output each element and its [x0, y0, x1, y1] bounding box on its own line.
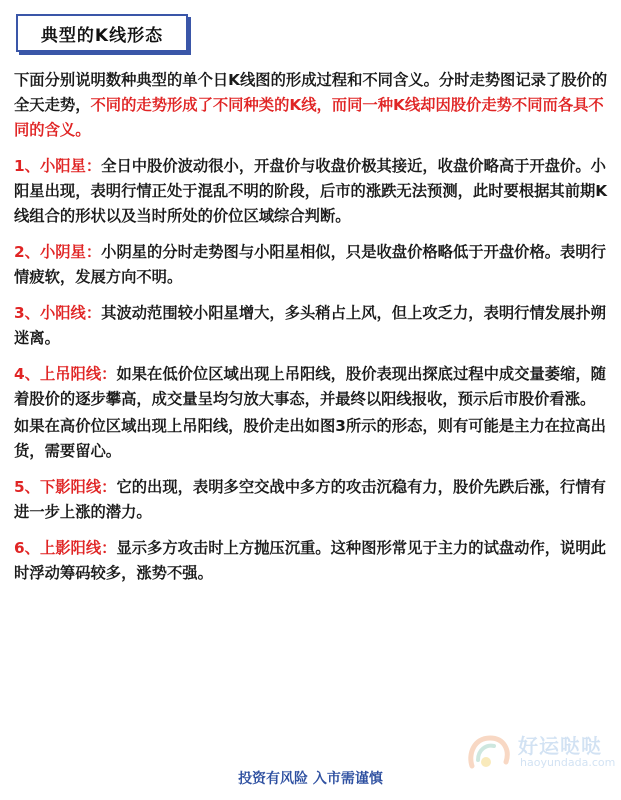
risk-disclaimer: 投资有风险 入市需谨慎 — [238, 771, 383, 787]
page-title: 典型的K线形态 — [40, 25, 164, 46]
section-5 — [14, 475, 612, 525]
section-text: 它的出现，表明多空交战中多方的攻击沉稳有力，股价先跌后涨，行情有进一步上涨的潜力。 — [14, 478, 606, 521]
watermark-url: haoyundada.com — [520, 756, 616, 769]
section-text: 如果在低价位区域出现上吊阳线，股价表现出探底过程中成交量萎缩，随着股价的逐步攀高，成交量呈均匀放大事态，并最终以阳线报收，预示后市股价看涨。 — [14, 365, 606, 408]
section-heading: 4、上吊阳线： — [14, 365, 117, 383]
section-heading: 3、小阳线： — [14, 304, 102, 322]
section-text: 全日中股价波动很小，开盘价与收盘价极其接近，收盘价略高于开盘价。小阳星出现，表明行情正处于混乱不明的阶段，后市的涨跌无法预测，此时要根据其前期K线组合的形状以及当时所处的价位区域综合判断。 — [14, 157, 608, 225]
section-heading: 5、下影阳线： — [14, 478, 117, 496]
watermark-name: 好运哒哒 — [518, 734, 602, 758]
section-6 — [14, 536, 612, 586]
section-text: 小阴星的分时走势图与小阳星相似，只是收盘价格略低于开盘价格。表明行情疲软，发展方向不明。 — [14, 243, 606, 286]
section-4 — [14, 362, 612, 412]
section-1 — [14, 154, 612, 229]
intro-paragraph — [14, 68, 612, 143]
section-4-extra: 如果在高价位区域出现上吊阳线，股价走出如图3所示的形态，则有可能是主力在拉高出货，需要留心。 — [14, 417, 606, 460]
section-2 — [14, 240, 612, 290]
section-text: 其波动范围较小阳星增大，多头稍占上风，但上攻乏力，表明行情发展扑朔迷离。 — [14, 304, 606, 347]
intro-highlight: 不同的走势形成了不同种类的K线，而同一种K线却因股价走势不同而各具不同的含义。 — [14, 96, 604, 139]
section-heading: 2、小阴星： — [14, 243, 102, 261]
section-heading: 6、上影阳线： — [14, 539, 117, 557]
intro-text: 下面分别说明数种典型的单个日K线图的形成过程和不同含义。分时走势图记录了股价的全天走势， — [14, 71, 608, 114]
title-box — [16, 14, 188, 52]
section-3 — [14, 301, 612, 351]
section-heading: 1、小阳星： — [14, 157, 102, 175]
section-text: 显示多方攻击时上方抛压沉重。这种图形常见于主力的试盘动作，说明此时浮动筹码较多，涨势不强。 — [14, 539, 606, 582]
article-body — [14, 68, 612, 586]
